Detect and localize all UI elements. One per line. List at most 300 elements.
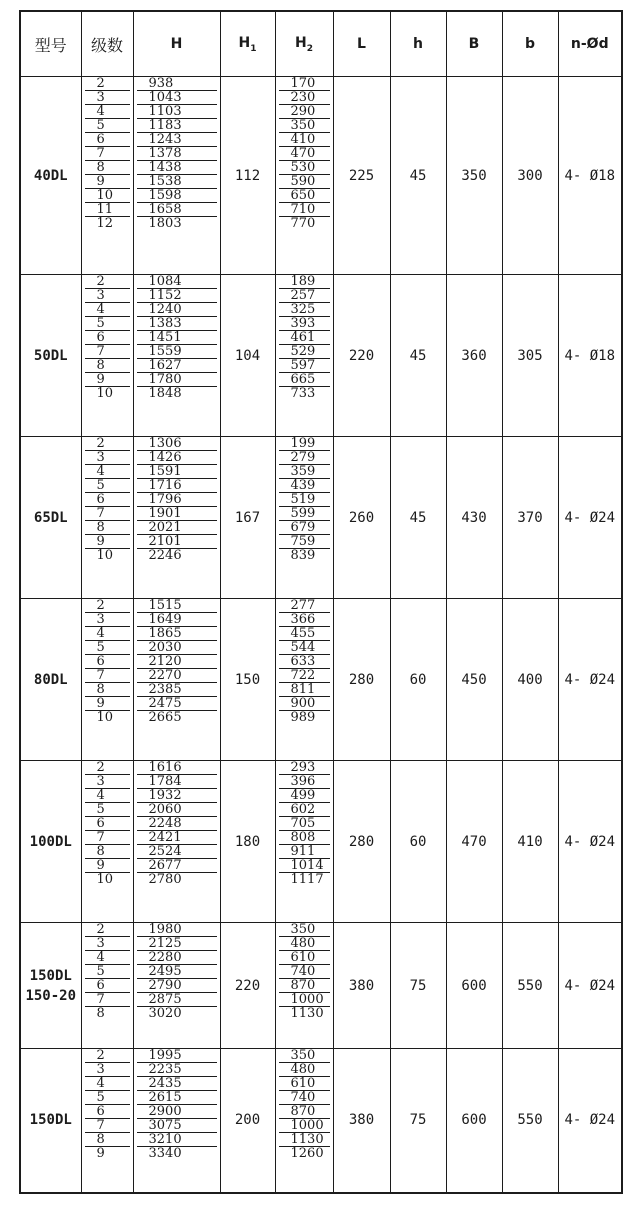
height-H-column — [133, 761, 220, 923]
height-H2-cell: 870 — [279, 979, 330, 993]
height-H2-cell: 610 — [279, 1077, 330, 1091]
height-H-cell: 1451 — [137, 331, 217, 345]
stage-count-cell: 12 — [96, 216, 114, 231]
height-H-cell: 2475 — [137, 697, 217, 711]
height-H-column — [133, 923, 220, 1049]
height-H2-cell: 519 — [279, 493, 330, 507]
stage-count-cell: 6 — [85, 331, 130, 345]
height-H-cell: 1084 — [137, 275, 217, 289]
height-H-cell: 1616 — [137, 761, 217, 775]
height-H-list — [137, 77, 217, 230]
height-H2-cell: 1260 — [290, 1146, 324, 1161]
model-group-row — [20, 923, 622, 1049]
height-H2-cell: 366 — [279, 613, 330, 627]
height-H-cell: 2524 — [137, 845, 217, 859]
stage-count-list — [85, 77, 130, 230]
height-H2-cell: 759 — [279, 535, 330, 549]
stage-count-cell: 5 — [85, 803, 130, 817]
height-H2-list — [279, 923, 330, 1020]
height-H-list — [137, 437, 217, 562]
stage-count-cell: 9 — [85, 859, 130, 873]
height-H-cell: 2101 — [137, 535, 217, 549]
height-H-cell: 3340 — [148, 1146, 182, 1161]
stage-count-cell: 6 — [85, 1105, 130, 1119]
height-H2-cell: 710 — [279, 203, 330, 217]
height-H2-cell: 461 — [279, 331, 330, 345]
stage-count-cell: 2 — [85, 761, 130, 775]
stage-count-column — [81, 923, 133, 1049]
stage-count-cell: 11 — [85, 203, 130, 217]
stage-count-cell: 2 — [85, 275, 130, 289]
height-H2-cell: 199 — [279, 437, 330, 451]
height-H-cell: 3075 — [137, 1119, 217, 1133]
height-H-column — [133, 599, 220, 761]
height-H2-cell: 290 — [279, 105, 330, 119]
height-H2-cell: 530 — [279, 161, 330, 175]
height-H2-cell: 602 — [279, 803, 330, 817]
stage-count-list — [85, 761, 130, 886]
stage-count-cell: 3 — [85, 91, 130, 105]
width-B: 430 — [446, 437, 502, 599]
model-group-row — [20, 761, 622, 923]
stage-count-cell: 2 — [85, 1049, 130, 1063]
height-H-cell: 1383 — [137, 317, 217, 331]
height-H2-cell: 170 — [279, 77, 330, 91]
height-H2-cell: 911 — [279, 845, 330, 859]
stage-count-cell: 2 — [85, 923, 130, 937]
stage-count-list — [85, 437, 130, 562]
height-H-cell: 938 — [137, 77, 217, 91]
stage-count-cell: 4 — [85, 627, 130, 641]
height-H2-cell: 529 — [279, 345, 330, 359]
model-group-row — [20, 275, 622, 437]
height-H2-cell: 350 — [279, 119, 330, 133]
height-H2-cell: 770 — [290, 216, 316, 231]
height-H-cell: 2030 — [137, 641, 217, 655]
height-H-cell: 2060 — [137, 803, 217, 817]
height-H2-cell: 439 — [279, 479, 330, 493]
height-H-cell: 2421 — [137, 831, 217, 845]
height-H-cell: 1598 — [137, 189, 217, 203]
height-H2-cell: 808 — [279, 831, 330, 845]
height-H2-cell: 989 — [290, 710, 316, 725]
stage-count-cell: 10 — [96, 710, 114, 725]
stage-count-cell: 4 — [85, 303, 130, 317]
height-H-column — [133, 275, 220, 437]
stage-count-cell: 6 — [85, 133, 130, 147]
height-H-cell: 2875 — [137, 993, 217, 1007]
height-H2-column — [275, 1049, 333, 1193]
height-H2-list — [279, 275, 330, 400]
stage-count-list — [85, 923, 130, 1020]
bolt-holes-nd: 4- Ø18 — [558, 275, 622, 437]
height-H-cell: 3020 — [148, 1006, 182, 1021]
stage-count-cell: 4 — [85, 1077, 130, 1091]
model-group-row — [20, 599, 622, 761]
width-b: 550 — [502, 1049, 558, 1193]
height-H-cell: 1980 — [137, 923, 217, 937]
width-B: 450 — [446, 599, 502, 761]
stage-count-cell: 3 — [85, 289, 130, 303]
length-L: 220 — [333, 275, 390, 437]
height-H-cell: 1796 — [137, 493, 217, 507]
height-H2-cell: 811 — [279, 683, 330, 697]
stage-count-cell: 7 — [85, 1119, 130, 1133]
height-H2-cell: 870 — [279, 1105, 330, 1119]
stage-count-cell: 3 — [85, 451, 130, 465]
height-H2-list — [279, 599, 330, 724]
height-H-cell: 2435 — [137, 1077, 217, 1091]
header-model: 型号 — [20, 11, 81, 77]
model-group-row — [20, 77, 622, 275]
height-H-cell: 1803 — [148, 216, 182, 231]
height-H2-list — [279, 1049, 330, 1160]
width-B: 360 — [446, 275, 502, 437]
height-H2-cell: 480 — [279, 1063, 330, 1077]
height-H2-cell: 610 — [279, 951, 330, 965]
height-H1: 200 — [220, 1049, 275, 1193]
header-row — [20, 11, 622, 77]
height-h: 75 — [390, 923, 446, 1049]
stage-count-cell: 4 — [85, 789, 130, 803]
height-H2-list — [279, 437, 330, 562]
height-H-cell: 1438 — [137, 161, 217, 175]
height-H2-cell: 722 — [279, 669, 330, 683]
height-H-cell: 2120 — [137, 655, 217, 669]
length-L: 280 — [333, 761, 390, 923]
height-H-list — [137, 1049, 217, 1160]
model-name: 40DL — [20, 77, 81, 275]
bolt-holes-nd: 4- Ø24 — [558, 599, 622, 761]
model-group-row — [20, 437, 622, 599]
height-H1: 180 — [220, 761, 275, 923]
height-H-cell: 1865 — [137, 627, 217, 641]
height-H-cell: 2677 — [137, 859, 217, 873]
bolt-holes-nd: 4- Ø24 — [558, 437, 622, 599]
stage-count-column — [81, 275, 133, 437]
height-H-cell: 1658 — [137, 203, 217, 217]
stage-count-cell: 4 — [85, 951, 130, 965]
height-h: 45 — [390, 437, 446, 599]
stage-count-cell: 9 — [85, 535, 130, 549]
height-H-list — [137, 923, 217, 1020]
height-H2-cell: 839 — [290, 548, 316, 563]
height-h: 45 — [390, 275, 446, 437]
stage-count-column — [81, 1049, 133, 1193]
width-b: 300 — [502, 77, 558, 275]
stage-count-cell: 2 — [85, 437, 130, 451]
height-H-list — [137, 599, 217, 724]
stage-count-cell: 9 — [85, 697, 130, 711]
height-H-cell: 2235 — [137, 1063, 217, 1077]
height-H2-cell: 1000 — [279, 993, 330, 1007]
height-H-cell: 2021 — [137, 521, 217, 535]
height-H-cell: 2780 — [148, 872, 182, 887]
height-H2-column — [275, 923, 333, 1049]
stage-count-cell: 8 — [85, 683, 130, 697]
height-H-cell: 2615 — [137, 1091, 217, 1105]
height-H2-cell: 1000 — [279, 1119, 330, 1133]
width-b: 410 — [502, 761, 558, 923]
header-nd: n-Ød — [558, 11, 622, 77]
height-H-cell: 2246 — [148, 548, 182, 563]
height-H2-cell: 480 — [279, 937, 330, 951]
height-H2-cell: 1014 — [279, 859, 330, 873]
height-h: 60 — [390, 599, 446, 761]
stage-count-list — [85, 275, 130, 400]
stage-count-cell: 5 — [85, 119, 130, 133]
height-H2-cell: 277 — [279, 599, 330, 613]
header-b: b — [502, 11, 558, 77]
height-H2-cell: 633 — [279, 655, 330, 669]
height-H-cell: 1784 — [137, 775, 217, 789]
height-H-cell: 1515 — [137, 599, 217, 613]
height-H-cell: 2385 — [137, 683, 217, 697]
length-L: 280 — [333, 599, 390, 761]
height-h: 75 — [390, 1049, 446, 1193]
stage-count-cell: 3 — [85, 937, 130, 951]
height-H2-cell: 733 — [290, 386, 316, 401]
header-stages: 级数 — [81, 11, 133, 77]
height-H2-cell: 1130 — [290, 1006, 324, 1021]
height-H-cell: 1103 — [137, 105, 217, 119]
height-H2-column — [275, 761, 333, 923]
stage-count-cell: 7 — [85, 669, 130, 683]
height-H2-cell: 544 — [279, 641, 330, 655]
height-H-cell: 3210 — [137, 1133, 217, 1147]
stage-count-cell: 8 — [85, 845, 130, 859]
height-H2-cell: 740 — [279, 965, 330, 979]
height-H2-list — [279, 77, 330, 230]
stage-count-cell: 4 — [85, 105, 130, 119]
length-L: 380 — [333, 923, 390, 1049]
model-name: 80DL — [20, 599, 81, 761]
table-body — [20, 77, 622, 1193]
stage-count-cell: 6 — [85, 655, 130, 669]
stage-count-cell: 8 — [96, 1006, 105, 1021]
header-h: h — [390, 11, 446, 77]
height-H-cell: 1043 — [137, 91, 217, 105]
height-H1: 220 — [220, 923, 275, 1049]
height-H-cell: 1183 — [137, 119, 217, 133]
header-H2-letter: H — [295, 34, 307, 51]
stage-count-cell: 10 — [85, 189, 130, 203]
stage-count-cell: 4 — [85, 465, 130, 479]
header-H2 — [275, 11, 333, 77]
height-H2-cell: 590 — [279, 175, 330, 189]
height-H2-cell: 650 — [279, 189, 330, 203]
height-H-column — [133, 77, 220, 275]
stage-count-cell: 6 — [85, 817, 130, 831]
height-H-cell: 1538 — [137, 175, 217, 189]
height-h: 60 — [390, 761, 446, 923]
stage-count-cell: 5 — [85, 317, 130, 331]
height-H-cell: 1152 — [137, 289, 217, 303]
height-H-cell: 1559 — [137, 345, 217, 359]
stage-count-cell: 7 — [85, 993, 130, 1007]
pump-dimension-table — [19, 10, 623, 1194]
height-H-cell: 2900 — [137, 1105, 217, 1119]
stage-count-cell: 3 — [85, 1063, 130, 1077]
stage-count-cell: 5 — [85, 1091, 130, 1105]
stage-count-cell: 10 — [96, 548, 114, 563]
height-H2-column — [275, 275, 333, 437]
height-H-cell: 1240 — [137, 303, 217, 317]
stage-count-cell: 7 — [85, 147, 130, 161]
stage-count-cell: 7 — [85, 831, 130, 845]
height-H-cell: 1716 — [137, 479, 217, 493]
width-b: 370 — [502, 437, 558, 599]
model-group-row — [20, 1049, 622, 1193]
height-H-cell: 2248 — [137, 817, 217, 831]
stage-count-cell: 9 — [96, 1146, 105, 1161]
height-H2-cell: 1117 — [290, 872, 324, 887]
height-H-cell: 2665 — [148, 710, 182, 725]
height-H2-cell: 665 — [279, 373, 330, 387]
height-H-cell: 2125 — [137, 937, 217, 951]
width-B: 600 — [446, 923, 502, 1049]
stage-count-cell: 10 — [96, 872, 114, 887]
stage-count-cell: 2 — [85, 599, 130, 613]
height-H2-column — [275, 77, 333, 275]
height-H2-cell: 597 — [279, 359, 330, 373]
height-H2-cell: 1130 — [279, 1133, 330, 1147]
height-H2-cell: 470 — [279, 147, 330, 161]
height-H2-cell: 900 — [279, 697, 330, 711]
width-b: 400 — [502, 599, 558, 761]
height-H2-column — [275, 599, 333, 761]
height-H2-cell: 599 — [279, 507, 330, 521]
height-H-cell: 1995 — [137, 1049, 217, 1063]
stage-count-cell: 5 — [85, 641, 130, 655]
height-H2-cell: 410 — [279, 133, 330, 147]
header-L: L — [333, 11, 390, 77]
header-H1-letter: H — [238, 34, 251, 51]
height-h: 45 — [390, 77, 446, 275]
stage-count-cell: 6 — [85, 493, 130, 507]
height-H-cell: 1780 — [137, 373, 217, 387]
model-name: 50DL — [20, 275, 81, 437]
model-name: 150DL — [20, 1049, 81, 1193]
length-L: 380 — [333, 1049, 390, 1193]
height-H2-cell: 359 — [279, 465, 330, 479]
stage-count-column — [81, 761, 133, 923]
length-L: 260 — [333, 437, 390, 599]
stage-count-cell: 10 — [96, 386, 114, 401]
height-H2-cell: 679 — [279, 521, 330, 535]
height-H-cell: 1848 — [148, 386, 182, 401]
stage-count-column — [81, 437, 133, 599]
height-H2-cell: 393 — [279, 317, 330, 331]
height-H2-cell: 350 — [279, 923, 330, 937]
length-L: 225 — [333, 77, 390, 275]
height-H2-list — [279, 761, 330, 886]
height-H-column — [133, 1049, 220, 1193]
stage-count-cell: 7 — [85, 507, 130, 521]
header-H2-subscript: 2 — [306, 43, 313, 54]
stage-count-column — [81, 77, 133, 275]
model-name: 100DL — [20, 761, 81, 923]
stage-count-cell: 9 — [85, 175, 130, 189]
height-H-cell: 1901 — [137, 507, 217, 521]
height-H-cell: 2495 — [137, 965, 217, 979]
height-H1: 104 — [220, 275, 275, 437]
height-H1: 167 — [220, 437, 275, 599]
height-H2-cell: 189 — [279, 275, 330, 289]
model-name: 65DL — [20, 437, 81, 599]
stage-count-cell: 8 — [85, 161, 130, 175]
header-H1-subscript: 1 — [250, 43, 257, 54]
height-H-list — [137, 275, 217, 400]
height-H-cell: 2790 — [137, 979, 217, 993]
bolt-holes-nd: 4- Ø18 — [558, 77, 622, 275]
height-H2-cell: 455 — [279, 627, 330, 641]
width-B: 600 — [446, 1049, 502, 1193]
height-H-cell: 1426 — [137, 451, 217, 465]
height-H-cell: 1627 — [137, 359, 217, 373]
stage-count-cell: 2 — [85, 77, 130, 91]
height-H2-cell: 230 — [279, 91, 330, 105]
stage-count-cell: 3 — [85, 613, 130, 627]
stage-count-cell: 8 — [85, 521, 130, 535]
width-b: 305 — [502, 275, 558, 437]
model-name: 150DL 150-20 — [20, 923, 81, 1049]
height-H-list — [137, 761, 217, 886]
width-B: 350 — [446, 77, 502, 275]
height-H-cell: 1306 — [137, 437, 217, 451]
height-H-cell: 1591 — [137, 465, 217, 479]
header-H: H — [133, 11, 220, 77]
stage-count-list — [85, 599, 130, 724]
height-H2-cell: 279 — [279, 451, 330, 465]
height-H2-cell: 293 — [279, 761, 330, 775]
height-H2-cell: 705 — [279, 817, 330, 831]
height-H-cell: 1649 — [137, 613, 217, 627]
stage-count-list — [85, 1049, 130, 1160]
stage-count-cell: 7 — [85, 345, 130, 359]
stage-count-column — [81, 599, 133, 761]
height-H-cell: 1932 — [137, 789, 217, 803]
header-H1 — [220, 11, 275, 77]
height-H2-cell: 396 — [279, 775, 330, 789]
height-H1: 112 — [220, 77, 275, 275]
height-H2-cell: 499 — [279, 789, 330, 803]
bolt-holes-nd: 4- Ø24 — [558, 761, 622, 923]
height-H-cell: 2280 — [137, 951, 217, 965]
height-H-cell: 1378 — [137, 147, 217, 161]
stage-count-cell: 6 — [85, 979, 130, 993]
bolt-holes-nd: 4- Ø24 — [558, 1049, 622, 1193]
width-B: 470 — [446, 761, 502, 923]
stage-count-cell: 8 — [85, 1133, 130, 1147]
height-H2-cell: 350 — [279, 1049, 330, 1063]
stage-count-cell: 8 — [85, 359, 130, 373]
stage-count-cell: 9 — [85, 373, 130, 387]
height-H-cell: 1243 — [137, 133, 217, 147]
height-H2-cell: 257 — [279, 289, 330, 303]
height-H2-cell: 325 — [279, 303, 330, 317]
height-H2-column — [275, 437, 333, 599]
bolt-holes-nd: 4- Ø24 — [558, 923, 622, 1049]
height-H1: 150 — [220, 599, 275, 761]
height-H-column — [133, 437, 220, 599]
height-H-cell: 2270 — [137, 669, 217, 683]
stage-count-cell: 3 — [85, 775, 130, 789]
header-B: B — [446, 11, 502, 77]
height-H2-cell: 740 — [279, 1091, 330, 1105]
stage-count-cell: 5 — [85, 965, 130, 979]
stage-count-cell: 5 — [85, 479, 130, 493]
